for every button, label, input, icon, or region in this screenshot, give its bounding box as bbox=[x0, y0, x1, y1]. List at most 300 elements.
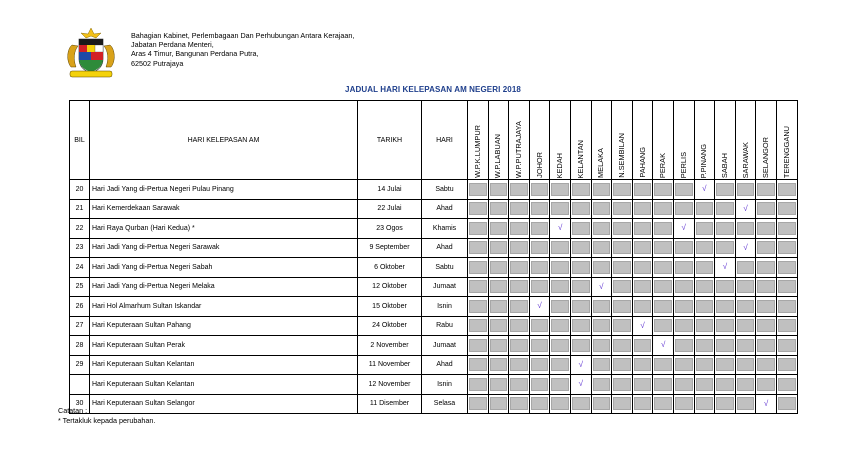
not-applicable-cell bbox=[757, 222, 775, 235]
state-cell bbox=[776, 336, 797, 356]
state-cell bbox=[756, 277, 777, 297]
state-cell bbox=[776, 355, 797, 375]
state-cell bbox=[715, 199, 736, 219]
not-applicable-cell bbox=[490, 339, 508, 352]
not-applicable-cell bbox=[510, 300, 528, 313]
not-applicable-cell bbox=[551, 202, 569, 215]
not-applicable-cell bbox=[757, 358, 775, 371]
not-applicable-cell bbox=[490, 222, 508, 235]
holiday-check-mark: √ bbox=[572, 358, 590, 371]
state-cell bbox=[468, 355, 489, 375]
not-applicable-cell bbox=[510, 339, 528, 352]
column-header-state bbox=[468, 101, 489, 180]
not-applicable-cell bbox=[469, 183, 487, 196]
holiday-date: 12 Oktober bbox=[358, 277, 422, 297]
state-cell bbox=[529, 394, 550, 414]
not-applicable-cell bbox=[696, 280, 714, 293]
holiday-day: Ahad bbox=[422, 238, 468, 258]
state-cell bbox=[715, 336, 736, 356]
state-cell bbox=[570, 297, 591, 317]
not-applicable-cell bbox=[654, 261, 672, 274]
state-name: KEDAH bbox=[555, 152, 565, 178]
holiday-check-mark: √ bbox=[531, 300, 549, 313]
state-cell bbox=[694, 238, 715, 258]
not-applicable-cell bbox=[613, 339, 631, 352]
state-cell bbox=[756, 238, 777, 258]
state-cell bbox=[468, 199, 489, 219]
not-applicable-cell bbox=[551, 378, 569, 391]
not-applicable-cell bbox=[675, 261, 693, 274]
state-cell bbox=[591, 180, 612, 200]
not-applicable-cell bbox=[757, 183, 775, 196]
holiday-day: Ahad bbox=[422, 199, 468, 219]
state-cell bbox=[735, 238, 756, 258]
not-applicable-cell bbox=[716, 300, 734, 313]
state-cell bbox=[776, 394, 797, 414]
holiday-check-mark: √ bbox=[654, 339, 672, 352]
not-applicable-cell bbox=[716, 280, 734, 293]
state-name: W.P.LABUAN bbox=[493, 133, 503, 178]
state-cell bbox=[591, 297, 612, 317]
not-applicable-cell bbox=[551, 300, 569, 313]
not-applicable-cell bbox=[716, 183, 734, 196]
state-cell bbox=[756, 336, 777, 356]
state-cell bbox=[550, 394, 571, 414]
not-applicable-cell bbox=[634, 241, 652, 254]
state-cell bbox=[591, 355, 612, 375]
not-applicable-cell bbox=[551, 241, 569, 254]
not-applicable-cell bbox=[593, 222, 611, 235]
not-applicable-cell bbox=[510, 183, 528, 196]
state-cell bbox=[673, 238, 694, 258]
not-applicable-cell bbox=[510, 222, 528, 235]
state-cell bbox=[488, 375, 509, 395]
not-applicable-cell bbox=[613, 261, 631, 274]
not-applicable-cell bbox=[675, 358, 693, 371]
state-cell bbox=[488, 258, 509, 278]
document-title: JADUAL HARI KELEPASAN AM NEGERI 2018 bbox=[345, 85, 521, 94]
state-cell bbox=[735, 219, 756, 239]
table-row bbox=[70, 238, 798, 258]
not-applicable-cell bbox=[490, 358, 508, 371]
state-cell bbox=[570, 238, 591, 258]
column-header-state bbox=[632, 101, 653, 180]
not-applicable-cell bbox=[572, 261, 590, 274]
state-cell bbox=[694, 394, 715, 414]
state-cell bbox=[570, 219, 591, 239]
not-applicable-cell bbox=[572, 339, 590, 352]
state-cell bbox=[694, 336, 715, 356]
state-cell bbox=[591, 258, 612, 278]
not-applicable-cell bbox=[551, 183, 569, 196]
not-applicable-cell bbox=[696, 241, 714, 254]
holiday-name: Hari Keputeraan Sultan Kelantan bbox=[90, 375, 358, 395]
state-cell bbox=[591, 394, 612, 414]
state-cell bbox=[715, 219, 736, 239]
address-line: 62502 Putrajaya bbox=[131, 58, 184, 68]
holiday-date: 14 Julai bbox=[358, 180, 422, 200]
state-cell bbox=[776, 258, 797, 278]
state-cell bbox=[673, 297, 694, 317]
not-applicable-cell bbox=[696, 300, 714, 313]
ministry-address bbox=[131, 31, 354, 68]
state-cell bbox=[653, 394, 674, 414]
address-line: Aras 4 Timur, Bangunan Perdana Putra, bbox=[131, 49, 259, 59]
not-applicable-cell bbox=[593, 358, 611, 371]
state-cell bbox=[715, 316, 736, 336]
table-row bbox=[70, 219, 798, 239]
not-applicable-cell bbox=[757, 241, 775, 254]
not-applicable-cell bbox=[490, 319, 508, 332]
holiday-name: Hari Jadi Yang di-Pertua Negeri Melaka bbox=[90, 277, 358, 297]
not-applicable-cell bbox=[490, 397, 508, 410]
row-number: 25 bbox=[70, 277, 90, 297]
state-cell bbox=[694, 180, 715, 200]
state-cell bbox=[529, 336, 550, 356]
state-cell bbox=[673, 316, 694, 336]
not-applicable-cell bbox=[778, 319, 796, 332]
not-applicable-cell bbox=[531, 339, 549, 352]
state-cell bbox=[591, 238, 612, 258]
state-cell bbox=[468, 258, 489, 278]
not-applicable-cell bbox=[737, 339, 755, 352]
state-cell bbox=[694, 219, 715, 239]
state-name: W.P.K.LUMPUR bbox=[472, 125, 482, 178]
not-applicable-cell bbox=[634, 378, 652, 391]
not-applicable-cell bbox=[572, 319, 590, 332]
state-cell bbox=[570, 258, 591, 278]
not-applicable-cell bbox=[572, 202, 590, 215]
holiday-date: 11 November bbox=[358, 355, 422, 375]
not-applicable-cell bbox=[696, 397, 714, 410]
state-cell bbox=[550, 258, 571, 278]
holiday-day: Selasa bbox=[422, 394, 468, 414]
not-applicable-cell bbox=[757, 300, 775, 313]
state-cell bbox=[468, 180, 489, 200]
holiday-check-mark: √ bbox=[716, 261, 734, 274]
state-cell bbox=[653, 336, 674, 356]
state-cell bbox=[653, 258, 674, 278]
state-cell bbox=[488, 394, 509, 414]
state-cell bbox=[756, 258, 777, 278]
state-cell bbox=[756, 394, 777, 414]
coat-of-arms-logo bbox=[62, 27, 120, 79]
state-cell bbox=[735, 394, 756, 414]
not-applicable-cell bbox=[737, 280, 755, 293]
column-header-state bbox=[653, 101, 674, 180]
column-header-state bbox=[715, 101, 736, 180]
not-applicable-cell bbox=[531, 202, 549, 215]
state-cell bbox=[653, 316, 674, 336]
holiday-check-mark: √ bbox=[551, 222, 569, 235]
state-cell bbox=[694, 297, 715, 317]
state-cell bbox=[529, 238, 550, 258]
table-row bbox=[70, 277, 798, 297]
not-applicable-cell bbox=[551, 339, 569, 352]
not-applicable-cell bbox=[572, 280, 590, 293]
state-cell bbox=[612, 277, 633, 297]
holiday-check-mark: √ bbox=[737, 202, 755, 215]
not-applicable-cell bbox=[469, 358, 487, 371]
column-header-state bbox=[509, 101, 530, 180]
state-cell bbox=[570, 355, 591, 375]
holiday-check-mark: √ bbox=[737, 241, 755, 254]
table-header-row bbox=[70, 101, 798, 180]
holiday-day: Sabtu bbox=[422, 180, 468, 200]
not-applicable-cell bbox=[572, 183, 590, 196]
state-cell bbox=[488, 355, 509, 375]
not-applicable-cell bbox=[531, 397, 549, 410]
row-number: 28 bbox=[70, 336, 90, 356]
state-cell bbox=[591, 375, 612, 395]
state-name: PERAK bbox=[658, 152, 668, 178]
state-cell bbox=[673, 394, 694, 414]
table-row bbox=[70, 316, 798, 336]
not-applicable-cell bbox=[716, 378, 734, 391]
state-cell bbox=[529, 297, 550, 317]
state-cell bbox=[715, 238, 736, 258]
state-cell bbox=[488, 277, 509, 297]
state-cell bbox=[612, 355, 633, 375]
not-applicable-cell bbox=[737, 222, 755, 235]
not-applicable-cell bbox=[551, 280, 569, 293]
column-header-holiday: HARI KELEPASAN AM bbox=[90, 101, 358, 180]
not-applicable-cell bbox=[531, 280, 549, 293]
state-cell bbox=[529, 355, 550, 375]
state-cell bbox=[735, 258, 756, 278]
state-cell bbox=[612, 336, 633, 356]
state-cell bbox=[550, 180, 571, 200]
state-cell bbox=[776, 219, 797, 239]
state-cell bbox=[550, 199, 571, 219]
state-cell bbox=[776, 297, 797, 317]
holiday-table bbox=[69, 100, 798, 414]
not-applicable-cell bbox=[757, 280, 775, 293]
column-header-state bbox=[673, 101, 694, 180]
not-applicable-cell bbox=[716, 241, 734, 254]
table-row bbox=[70, 394, 798, 414]
not-applicable-cell bbox=[757, 339, 775, 352]
state-cell bbox=[488, 180, 509, 200]
not-applicable-cell bbox=[510, 319, 528, 332]
state-cell bbox=[653, 238, 674, 258]
not-applicable-cell bbox=[675, 397, 693, 410]
not-applicable-cell bbox=[613, 241, 631, 254]
not-applicable-cell bbox=[469, 397, 487, 410]
holiday-date: 23 Ogos bbox=[358, 219, 422, 239]
state-cell bbox=[570, 336, 591, 356]
state-cell bbox=[756, 316, 777, 336]
not-applicable-cell bbox=[757, 261, 775, 274]
column-header-state bbox=[529, 101, 550, 180]
state-cell bbox=[632, 355, 653, 375]
holiday-day: Isnin bbox=[422, 297, 468, 317]
table-row bbox=[70, 199, 798, 219]
not-applicable-cell bbox=[613, 319, 631, 332]
holiday-date: 11 Disember bbox=[358, 394, 422, 414]
not-applicable-cell bbox=[510, 378, 528, 391]
holiday-day: Ahad bbox=[422, 355, 468, 375]
not-applicable-cell bbox=[634, 261, 652, 274]
not-applicable-cell bbox=[634, 222, 652, 235]
state-cell bbox=[632, 297, 653, 317]
not-applicable-cell bbox=[531, 222, 549, 235]
not-applicable-cell bbox=[490, 202, 508, 215]
column-header-state bbox=[550, 101, 571, 180]
not-applicable-cell bbox=[675, 202, 693, 215]
not-applicable-cell bbox=[778, 280, 796, 293]
not-applicable-cell bbox=[469, 261, 487, 274]
not-applicable-cell bbox=[469, 300, 487, 313]
state-cell bbox=[756, 199, 777, 219]
state-name: MELAKA bbox=[596, 148, 606, 178]
state-cell bbox=[756, 297, 777, 317]
state-cell bbox=[591, 277, 612, 297]
column-header-date: TARIKH bbox=[358, 101, 422, 180]
not-applicable-cell bbox=[675, 319, 693, 332]
state-cell bbox=[509, 316, 530, 336]
state-cell bbox=[468, 316, 489, 336]
state-cell bbox=[612, 394, 633, 414]
state-cell bbox=[570, 199, 591, 219]
state-cell bbox=[550, 375, 571, 395]
not-applicable-cell bbox=[572, 300, 590, 313]
state-cell bbox=[468, 394, 489, 414]
not-applicable-cell bbox=[593, 319, 611, 332]
not-applicable-cell bbox=[490, 241, 508, 254]
not-applicable-cell bbox=[654, 222, 672, 235]
column-header-state bbox=[776, 101, 797, 180]
not-applicable-cell bbox=[675, 300, 693, 313]
not-applicable-cell bbox=[696, 339, 714, 352]
not-applicable-cell bbox=[675, 241, 693, 254]
not-applicable-cell bbox=[490, 183, 508, 196]
not-applicable-cell bbox=[696, 378, 714, 391]
state-cell bbox=[632, 394, 653, 414]
table-row bbox=[70, 180, 798, 200]
state-cell bbox=[632, 238, 653, 258]
row-number: 22 bbox=[70, 219, 90, 239]
not-applicable-cell bbox=[716, 339, 734, 352]
state-cell bbox=[488, 199, 509, 219]
state-name: W.P.PUTRAJAYA bbox=[513, 120, 523, 178]
not-applicable-cell bbox=[551, 358, 569, 371]
state-cell bbox=[612, 219, 633, 239]
not-applicable-cell bbox=[716, 358, 734, 371]
state-cell bbox=[468, 375, 489, 395]
not-applicable-cell bbox=[490, 300, 508, 313]
not-applicable-cell bbox=[778, 222, 796, 235]
not-applicable-cell bbox=[778, 378, 796, 391]
state-cell bbox=[735, 199, 756, 219]
notes-item: * Tertakluk kepada perubahan. bbox=[58, 415, 156, 425]
state-cell bbox=[632, 219, 653, 239]
state-cell bbox=[715, 375, 736, 395]
state-cell bbox=[756, 180, 777, 200]
not-applicable-cell bbox=[778, 339, 796, 352]
table-row bbox=[70, 355, 798, 375]
not-applicable-cell bbox=[613, 202, 631, 215]
state-cell bbox=[468, 238, 489, 258]
holiday-check-mark: √ bbox=[572, 378, 590, 391]
not-applicable-cell bbox=[490, 378, 508, 391]
notes-section bbox=[58, 406, 155, 425]
holiday-date: 22 Julai bbox=[358, 199, 422, 219]
holiday-name: Hari Keputeraan Sultan Selangor bbox=[90, 394, 358, 414]
state-name: N.SEMBILAN bbox=[616, 133, 626, 178]
not-applicable-cell bbox=[551, 261, 569, 274]
not-applicable-cell bbox=[531, 378, 549, 391]
table-row bbox=[70, 375, 798, 395]
not-applicable-cell bbox=[613, 358, 631, 371]
state-cell bbox=[550, 316, 571, 336]
state-cell bbox=[612, 297, 633, 317]
state-cell bbox=[529, 277, 550, 297]
holiday-name: Hari Hol Almarhum Sultan Iskandar bbox=[90, 297, 358, 317]
not-applicable-cell bbox=[654, 241, 672, 254]
state-cell bbox=[653, 180, 674, 200]
state-name: KELANTAN bbox=[575, 139, 585, 178]
not-applicable-cell bbox=[634, 358, 652, 371]
not-applicable-cell bbox=[490, 261, 508, 274]
state-cell bbox=[612, 199, 633, 219]
state-cell bbox=[653, 277, 674, 297]
row-number: 23 bbox=[70, 238, 90, 258]
column-header-bil: BIL bbox=[70, 101, 90, 180]
state-cell bbox=[488, 297, 509, 317]
state-cell bbox=[570, 180, 591, 200]
state-cell bbox=[776, 199, 797, 219]
holiday-check-mark: √ bbox=[634, 319, 652, 332]
holiday-name: Hari Jadi Yang di-Pertua Negeri Sarawak bbox=[90, 238, 358, 258]
holiday-day: Jumaat bbox=[422, 336, 468, 356]
state-cell bbox=[632, 375, 653, 395]
not-applicable-cell bbox=[654, 202, 672, 215]
not-applicable-cell bbox=[716, 397, 734, 410]
column-header-state bbox=[570, 101, 591, 180]
holiday-date: 9 September bbox=[358, 238, 422, 258]
column-header-day: HARI bbox=[422, 101, 468, 180]
row-number bbox=[70, 375, 90, 395]
state-cell bbox=[509, 258, 530, 278]
holiday-name: Hari Jadi Yang di-Pertua Negeri Sabah bbox=[90, 258, 358, 278]
not-applicable-cell bbox=[469, 241, 487, 254]
not-applicable-cell bbox=[510, 397, 528, 410]
not-applicable-cell bbox=[593, 300, 611, 313]
not-applicable-cell bbox=[634, 183, 652, 196]
state-cell bbox=[653, 355, 674, 375]
not-applicable-cell bbox=[469, 222, 487, 235]
state-cell bbox=[735, 277, 756, 297]
not-applicable-cell bbox=[737, 378, 755, 391]
state-cell bbox=[509, 336, 530, 356]
state-cell bbox=[715, 297, 736, 317]
not-applicable-cell bbox=[634, 280, 652, 293]
state-cell bbox=[591, 219, 612, 239]
notes-heading: Catatan : bbox=[58, 406, 88, 415]
state-cell bbox=[632, 180, 653, 200]
state-cell bbox=[550, 219, 571, 239]
not-applicable-cell bbox=[510, 202, 528, 215]
state-cell bbox=[612, 258, 633, 278]
not-applicable-cell bbox=[654, 319, 672, 332]
state-cell bbox=[653, 219, 674, 239]
state-cell bbox=[673, 336, 694, 356]
not-applicable-cell bbox=[469, 319, 487, 332]
not-applicable-cell bbox=[654, 300, 672, 313]
not-applicable-cell bbox=[737, 319, 755, 332]
state-cell bbox=[529, 258, 550, 278]
